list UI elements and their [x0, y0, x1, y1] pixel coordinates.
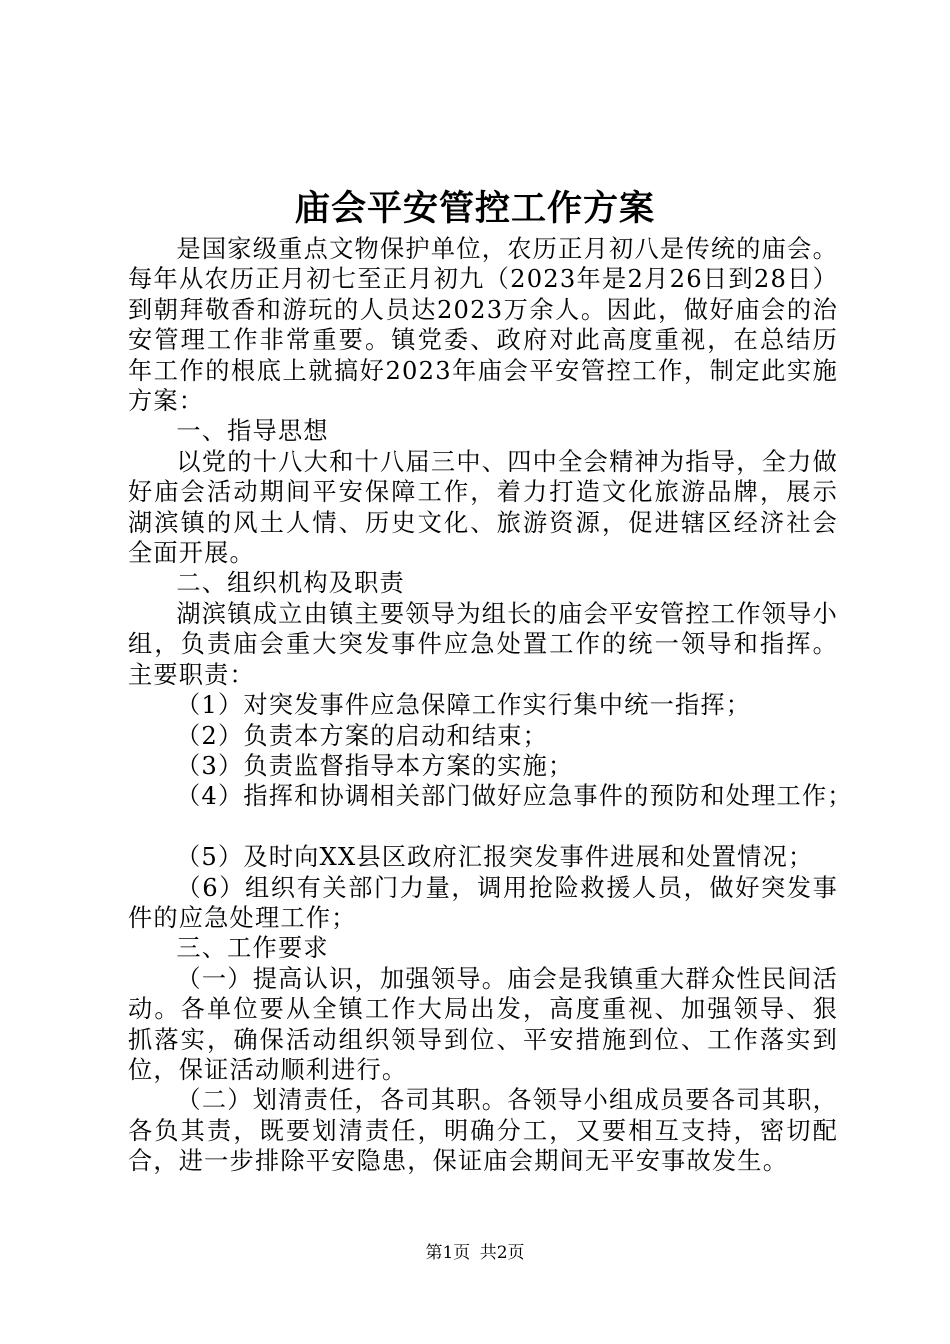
duty-item-3: （3）负责监督指导本方案的实施； [176, 751, 574, 780]
document-title: 庙会平安管控工作方案 [294, 188, 655, 229]
organization-paragraph: 湖滨镇成立由镇主要领导为组长的庙会平安管控工作领导小组，负责庙会重大突发事件应急处置工作的统一领导和指挥。主要职责： [128, 599, 838, 689]
section-heading-requirements: 三、工作要求 [176, 934, 329, 963]
duty-item-5: （5）及时向XX县区政府汇报突发事件进展和处置情况； [176, 843, 814, 872]
section-heading-guiding: 一、指导思想 [176, 417, 329, 446]
duty-item-6: （6）组织有关部门力量，调用抢险救援人员，做好突发事件的应急处理工作； [128, 873, 838, 932]
page-number: 第1页 [425, 1243, 471, 1263]
intro-paragraph: 是国家级重点文物保护单位，农历正月初八是传统的庙会。每年从农历正月初七至正月初九（2023年是2月26日到28日）到朝拜敬香和游玩的人员达2023万余人。因此，做好庙会的治安管理工作非常重要。镇党委、政府对此高度重视，在总结历年工作的根底上就搞好2023年庙会平安管控工作，制定此实施方案： [128, 235, 838, 416]
duty-item-4: （4）指挥和协调相关部门做好应急事件的预防和处理工作； [176, 782, 853, 811]
duty-item-1: （1）对突发事件应急保障工作实行集中统一指挥； [176, 691, 752, 720]
duty-item-2: （2）负责本方案的启动和结束； [176, 721, 549, 750]
document-body [128, 234, 853, 1177]
guiding-paragraph: 以党的十八大和十八届三中、四中全会精神为指导，全力做好庙会活动期间平安保障工作，着力打造文化旅游品牌，展示湖滨镇的风土人情、历史文化、旅游资源，促进辖区经济社会全面开展。 [128, 447, 838, 568]
section-heading-organization: 二、组织机构及职责 [176, 569, 405, 598]
requirement-paragraph-2: （二）划清责任，各司其职。各领导小组成员要各司其职，各负其责，既要划清责任，明确分工，又要相互支持，密切配合，进一步排除平安隐患，保证庙会期间无平安事故发生。 [128, 1086, 838, 1176]
requirement-paragraph-1: （一）提高认识，加强领导。庙会是我镇重大群众性民间活动。各单位要从全镇工作大局出发，高度重视、加强领导、狠抓落实，确保活动组织领导到位、平安措施到位、工作落实到位，保证活动顺利进行。 [128, 964, 838, 1084]
page-total: 共2页 [479, 1243, 525, 1263]
page-footer [0, 1242, 950, 1264]
